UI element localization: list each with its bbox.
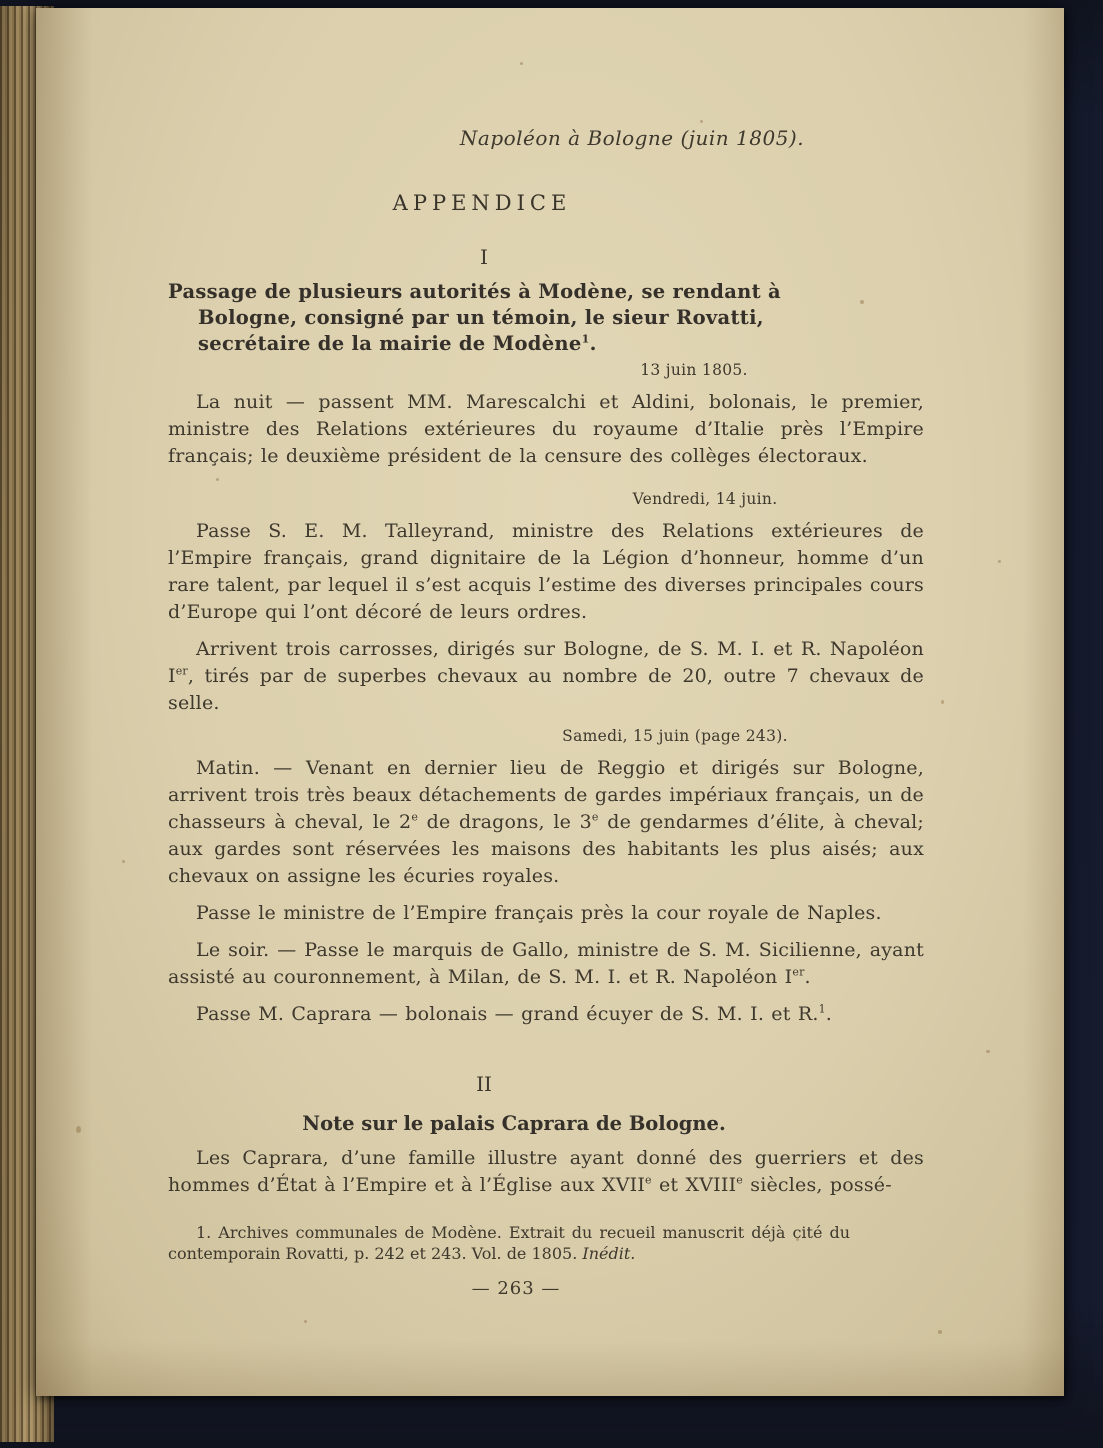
- paper-speckle: [938, 1330, 942, 1334]
- section-number-1: I: [480, 245, 488, 269]
- date-line-vendredi-14-juin: Vendredi, 14 juin.: [632, 490, 778, 508]
- paper-speckle: [122, 860, 125, 863]
- page-text-column: [168, 8, 924, 1299]
- book-page: [36, 8, 1064, 1396]
- running-header: Napoléon à Bologne (juin 1805).: [459, 126, 805, 150]
- paragraph-ministre-naples: Passe le ministre de l’Empire français près la cour royale de Naples.: [196, 902, 882, 924]
- paragraph-les-caprara: Les Caprara, d’une famille illustre ayant donné des guerriers et des hommes d’État à l’Empire et à l’Église aux XVIIe et XVIIIe siècles, possé-: [168, 1147, 924, 1196]
- appendix-title: APPENDICE: [392, 191, 572, 215]
- paragraph-carrosses: Arrivent trois carrosses, dirigés sur Bologne, de S. M. I. et R. Napoléon Ier, tirés par de superbes chevaux au nombre de 20, outre 7 chevaux de selle.: [168, 638, 924, 714]
- paragraph-matin: Matin. — Venant en dernier lieu de Reggio et dirigés sur Bologne, arrivent trois très beaux détachements de gardes impériaux français, un de chasseurs à cheval, le 2e de dragons, le 3e de gendarmes d’élite, à cheval; aux gardes sont réservées les maisons des habitants les plus aisés; aux chevaux on assigne les écuries royales.: [168, 757, 925, 887]
- section-number-2: II: [476, 1072, 492, 1096]
- paragraph-le-soir-gallo: Le soir. — Passe le marquis de Gallo, ministre de S. M. Sicilienne, ayant assisté au couronnement, à Milan, de S. M. I. et R. Napoléon Ier.: [168, 939, 924, 988]
- paper-speckle: [941, 700, 944, 704]
- paper-speckle: [76, 1126, 81, 1133]
- paragraph-caprara-ecuyer: Passe M. Caprara — bolonais — grand écuyer de S. M. I. et R.$^1$.: [196, 1002, 833, 1025]
- paper-speckle: [998, 560, 1001, 563]
- page-number: — 263 —: [471, 1278, 561, 1299]
- paper-speckle: [986, 1050, 990, 1053]
- paper-speckle: [304, 1320, 307, 1323]
- paragraph-la-nuit: La nuit — passent MM. Marescalchi et Aldini, bolonais, le premier, ministre des Relations extérieures du royaume d’Italie près l’Empire français; le deuxième président de la censure des collèges électoraux.: [168, 391, 924, 467]
- date-line-samedi-15-juin: Samedi, 15 juin (page 243).: [562, 727, 788, 745]
- date-line-13-juin: 13 juin 1805.: [640, 361, 748, 379]
- section-1-heading: Passage de plusieurs autorités à Modène, se rendant à Bologne, consigné par un témoin, le sieur Rovatti, secrétaire de la mairie de Modène$^1$.: [168, 280, 781, 355]
- footnote: 1. Archives communales de Modène. Extrait du recueil manuscrit déjà cité du contemporain Rovatti, p. 242 et 243. Vol. de 1805. Inédit.: [168, 1223, 850, 1263]
- section-2-heading: Note sur le palais Caprara de Bologne.: [302, 1112, 726, 1135]
- paragraph-talleyrand: Passe S. E. M. Talleyrand, ministre des Relations extérieures de l’Empire français, grand dignitaire de la Légion d’honneur, homme d’un rare talent, par lequel il s’est acquis l’estime des diverses principales cours d’Europe qui l’ont décoré de leurs ordres.: [168, 520, 924, 623]
